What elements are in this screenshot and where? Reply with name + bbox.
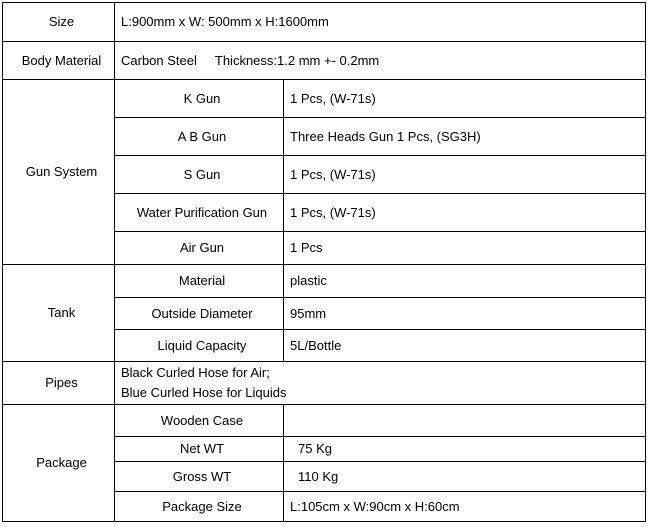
package-value: L:105cm x W:90cm x H:60cm xyxy=(284,492,646,522)
gun-value: 1 Pcs, (W-71s) xyxy=(284,80,646,118)
tank-value: plastic xyxy=(284,265,646,298)
pipes-label: Pipes xyxy=(3,362,115,405)
tank-name: Outside Diameter xyxy=(115,298,284,330)
table-row xyxy=(3,362,646,405)
package-value xyxy=(284,405,646,437)
table-row xyxy=(3,80,646,118)
table-row xyxy=(3,405,646,437)
tank-name: Liquid Capacity xyxy=(115,330,284,362)
gun-value: Three Heads Gun 1 Pcs, (SG3H) xyxy=(284,118,646,156)
package-name: Package Size xyxy=(115,492,284,522)
gun-value: 1 Pcs, (W-71s) xyxy=(284,156,646,194)
gun-system-label: Gun System xyxy=(3,80,115,265)
gun-value: 1 Pcs xyxy=(284,232,646,265)
package-label: Package xyxy=(3,405,115,522)
tank-value: 5L/Bottle xyxy=(284,330,646,362)
table-row xyxy=(3,3,646,42)
size-label: Size xyxy=(3,3,115,42)
pipes-line-1: Black Curled Hose for Air; xyxy=(121,365,270,380)
package-name: Gross WT xyxy=(115,462,284,492)
gun-name: S Gun xyxy=(115,156,284,194)
gun-name: Air Gun xyxy=(115,232,284,265)
pipes-value xyxy=(115,362,646,405)
tank-label: Tank xyxy=(3,265,115,362)
gun-value: 1 Pcs, (W-71s) xyxy=(284,194,646,232)
package-value: 110 Kg xyxy=(284,462,646,492)
tank-value: 95mm xyxy=(284,298,646,330)
table-row xyxy=(3,42,646,80)
tank-name: Material xyxy=(115,265,284,298)
package-name: Net WT xyxy=(115,437,284,462)
material-value: Carbon Steel xyxy=(121,52,197,68)
spec-table xyxy=(2,2,646,522)
package-value: 75 Kg xyxy=(284,437,646,462)
pipes-line-2: Blue Curled Hose for Liquids xyxy=(121,385,287,400)
table-row xyxy=(3,265,646,298)
size-value: L:900mm x W: 500mm x H:1600mm xyxy=(115,3,646,42)
thickness-value: Thickness:1.2 mm +- 0.2mm xyxy=(214,52,380,68)
gun-name: K Gun xyxy=(115,80,284,118)
gun-name: Water Purification Gun xyxy=(115,194,284,232)
body-material-value xyxy=(115,42,646,80)
package-name: Wooden Case xyxy=(115,405,284,437)
gun-name: A B Gun xyxy=(115,118,284,156)
body-material-label: Body Material xyxy=(3,42,115,80)
